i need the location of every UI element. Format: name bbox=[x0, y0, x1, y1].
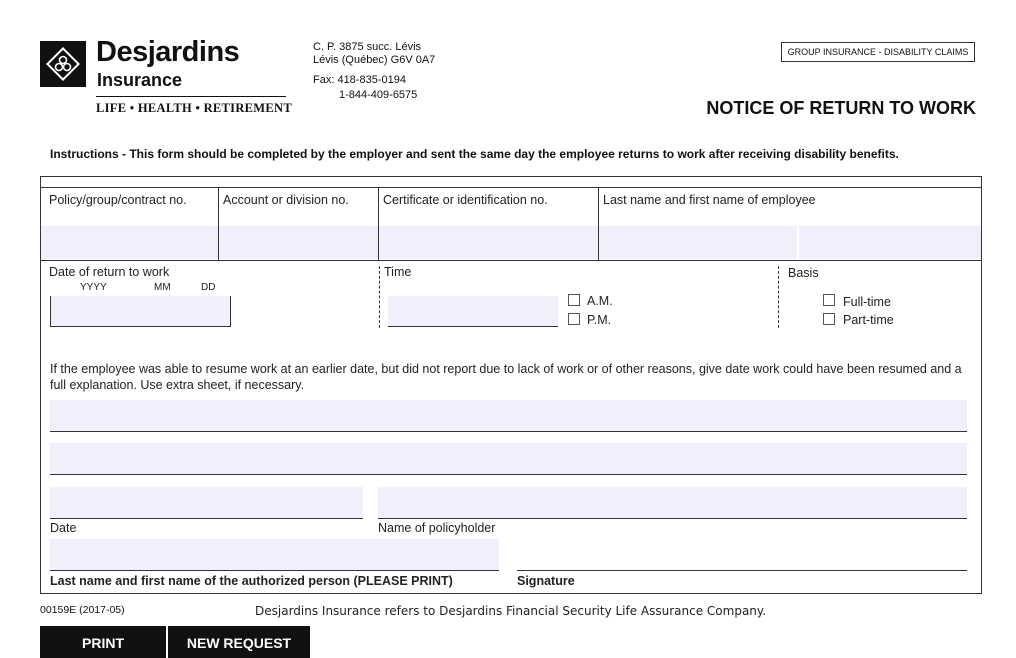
signature-line bbox=[517, 570, 967, 571]
row-divider bbox=[40, 260, 982, 261]
print-button[interactable]: PRINT bbox=[40, 626, 166, 658]
policy-label: Policy/group/contract no. bbox=[49, 193, 187, 207]
parttime-checkbox[interactable] bbox=[823, 313, 835, 325]
employee-last-name-field[interactable] bbox=[599, 226, 797, 259]
policyholder-label: Name of policyholder bbox=[378, 521, 496, 535]
signature-label: Signature bbox=[517, 574, 575, 588]
address-line-1: C. P. 3875 succ. Lévis bbox=[313, 41, 422, 53]
date-mm-hint: MM bbox=[154, 282, 171, 293]
basis-label: Basis bbox=[788, 266, 819, 280]
pm-label: P.M. bbox=[587, 313, 612, 327]
instructions-text: Instructions - This form should be completed by the employer and sent the same day the employee returns to work after receiving disability benefits. bbox=[50, 147, 899, 161]
fulltime-label: Full-time bbox=[843, 295, 891, 309]
certificate-label: Certificate or identification no. bbox=[383, 193, 548, 207]
certificate-number-field[interactable] bbox=[379, 226, 598, 259]
authorized-person-label: Last name and first name of the authorized person (PLEASE PRINT) bbox=[50, 574, 453, 588]
time-label: Time bbox=[384, 265, 412, 279]
am-label: A.M. bbox=[587, 294, 613, 308]
return-date-field[interactable] bbox=[50, 296, 231, 327]
footer-note: Desjardins Insurance refers to Desjardins Financial Security Life Assurance Company. bbox=[255, 604, 767, 618]
date-yyyy-hint: YYYY bbox=[80, 282, 107, 293]
brand-tagline: LIFE • HEALTH • RETIREMENT bbox=[96, 101, 292, 115]
new-request-button[interactable]: NEW REQUEST bbox=[168, 626, 310, 658]
brand-name: Desjardins bbox=[96, 36, 240, 68]
time-field[interactable] bbox=[388, 296, 558, 327]
brand-subtitle: Insurance bbox=[97, 70, 183, 90]
return-date-label: Date of return to work bbox=[49, 265, 170, 279]
date-field[interactable] bbox=[50, 487, 363, 519]
policy-number-field[interactable] bbox=[41, 226, 218, 259]
address-line-2: Lévis (Québec) G6V 0A7 bbox=[313, 54, 436, 66]
pm-checkbox[interactable] bbox=[568, 313, 580, 325]
page-title: NOTICE OF RETURN TO WORK bbox=[706, 98, 976, 118]
form-code: 00159E (2017-05) bbox=[40, 604, 125, 616]
fax-line-1: Fax: 418-835-0194 bbox=[313, 74, 406, 86]
earlier-date-instructions: If the employee was able to resume work at an earlier date, but did not report due to lack of work or of other reasons, give date work could have been resumed and a full explanation. Use extra sheet, if necessary. bbox=[50, 362, 962, 392]
date-dd-hint: DD bbox=[201, 282, 216, 293]
policyholder-field[interactable] bbox=[378, 487, 967, 519]
time-divider bbox=[379, 266, 380, 328]
claims-badge: GROUP INSURANCE - DISABILITY CLAIMS bbox=[781, 42, 975, 62]
am-checkbox[interactable] bbox=[568, 294, 580, 306]
parttime-label: Part-time bbox=[843, 313, 894, 327]
explanation-line-2[interactable] bbox=[50, 443, 967, 475]
desjardins-logo-icon bbox=[40, 41, 86, 87]
account-number-field[interactable] bbox=[219, 226, 378, 259]
fax-line-2: 1-844-409-6575 bbox=[339, 89, 418, 101]
employee-first-name-field[interactable] bbox=[799, 226, 981, 259]
brand-divider bbox=[96, 96, 286, 97]
basis-divider bbox=[778, 266, 779, 328]
account-label: Account or division no. bbox=[223, 193, 349, 207]
explanation-line-1[interactable] bbox=[50, 400, 967, 432]
authorized-person-field[interactable] bbox=[50, 539, 499, 571]
date-label: Date bbox=[50, 521, 77, 535]
form-top-divider bbox=[40, 187, 982, 188]
fulltime-checkbox[interactable] bbox=[823, 294, 835, 306]
employee-name-label: Last name and first name of employee bbox=[603, 193, 816, 207]
